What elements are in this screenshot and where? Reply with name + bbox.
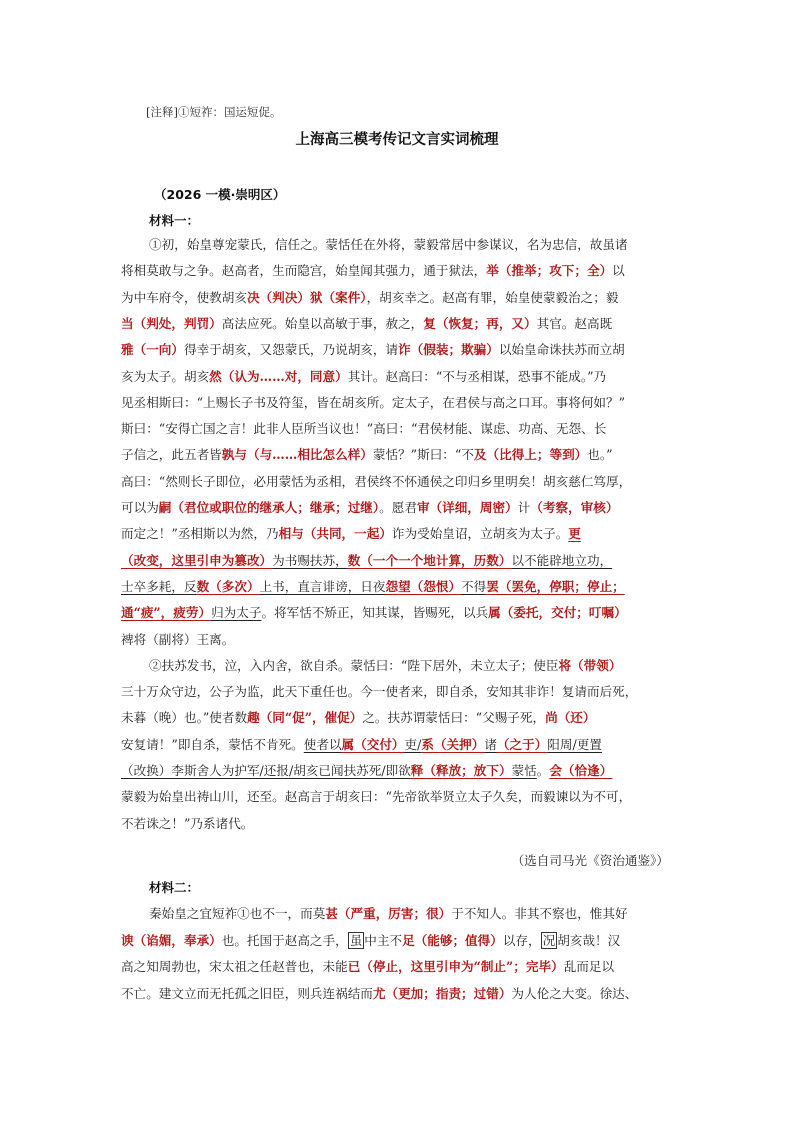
text-segment: 上书，直言诽谤，日夜 — [259, 578, 386, 594]
material2-heading: 材料二： — [149, 880, 200, 895]
annotated-word: 系（关押） — [421, 736, 485, 752]
annotated-word: 谀（谄媚，奉承） — [121, 932, 222, 948]
text-segment: 裨将（副将）王离。 — [121, 631, 235, 647]
text-segment: ，胡亥幸之。赵高有罪，始皇使蒙毅治之；毅 — [366, 289, 619, 305]
text-segment: 得幸于胡亥，又怨蒙氏，乃说胡亥，请 — [183, 342, 399, 358]
material1-text-line — [121, 473, 681, 491]
text-segment: 亥为太子。胡亥 — [121, 368, 210, 384]
text-segment: 蒙恬？”斯曰：“不 — [372, 447, 474, 463]
text-segment: 高之知周勃也，宋太祖之任赵普也，未能 — [121, 959, 348, 975]
annotated-word: 及（比得上；等到） — [473, 447, 588, 463]
material1-text-line — [149, 657, 681, 675]
text-segment: 乱而足以 — [563, 959, 615, 975]
text-segment: 况 — [542, 932, 556, 948]
material1-heading: 材料一： — [149, 213, 200, 228]
text-segment: 不亡。建文立而无托孤之旧臣，则兵连祸结而 — [121, 986, 373, 1002]
text-segment: 以不能辟地立功， — [511, 552, 613, 568]
text-segment: 归为太子 — [211, 605, 262, 621]
annotated-word: （考察，审核） — [530, 500, 619, 515]
annotated-word: （之于） — [496, 736, 548, 752]
text-segment: 中主不 — [364, 932, 403, 948]
text-segment: 虽 — [349, 932, 363, 948]
text-segment: 为书赐扶苏， — [272, 552, 348, 568]
text-segment: 以存， — [502, 932, 541, 948]
text-segment: 。愿君 — [379, 500, 417, 515]
text-segment: 不得 — [461, 578, 487, 594]
annotated-word: 属（交付） — [341, 736, 405, 752]
material2-text-line — [149, 905, 681, 923]
annotated-word: 审（详细，周密） — [416, 500, 518, 515]
annotated-word: 孰与（与……相比怎么样） — [221, 447, 373, 463]
annotated-word: 属（委托，交付；叮嘱） — [488, 605, 627, 621]
text-segment: 为中车府令，使教胡亥 — [121, 289, 247, 305]
text-segment: ①初，始皇尊宠蒙氏，信任之。蒙恬任在外将，蒙毅常居中参谋议，名为忠信，故虽诸 — [149, 237, 628, 252]
text-segment: 安复请！”即自杀，蒙恬不肯死。 — [121, 736, 304, 752]
text-segment: 蒙恬 — [511, 763, 537, 778]
text-segment: 其官。赵高既 — [536, 315, 613, 331]
material1-text-line — [121, 446, 681, 464]
annotated-word: 相与（共同，一起） — [278, 526, 392, 542]
material1-text-line — [121, 552, 681, 570]
annotated-word: 狱（案件） — [309, 289, 367, 305]
annotated-word: 甚（严重，厉害；很） — [325, 906, 452, 921]
material1-text-line — [121, 815, 681, 833]
material1-text-line — [121, 525, 681, 543]
annotated-word: 通“疲”，疲劳） — [121, 605, 212, 621]
annotated-word: 举（推举；攻下；全） — [486, 263, 613, 279]
material1-text-line — [121, 604, 681, 622]
material1-text-line — [121, 736, 681, 754]
annotated-word: 尤（更加；指责；过错） — [372, 986, 512, 1002]
text-segment: 胡亥哉！汉 — [557, 932, 621, 948]
annotated-word: 嗣（君位或职位的继承人；继承；过继） — [158, 500, 380, 515]
annotated-word: （改变，这里引申为篡改） — [121, 552, 273, 568]
material1-text-line — [121, 709, 681, 727]
annotated-word: 雅（一向） — [121, 342, 184, 358]
text-segment: 为人伦之大变。徐达、 — [511, 986, 638, 1002]
text-segment: 之。扶苏谓蒙恬曰：“父赐子死， — [362, 710, 546, 726]
material1-text-line — [121, 683, 681, 701]
material2-text-line — [121, 958, 681, 976]
annotated-word: 当（判处，判罚） — [121, 315, 222, 331]
text-segment: 也。托国于赵高之手， — [221, 932, 348, 948]
text-segment: 使者以 — [303, 736, 342, 752]
text-segment: 高曰：“然则长子即位，必用蒙恬为丞相，君侯终不怀通侯之印归乡里明矣！胡亥慈仁笃厚， — [121, 473, 632, 489]
text-segment: 其计。赵高曰：“不与丞相谋，恐事不能成。”乃 — [347, 368, 607, 384]
text-segment: 以始皇命诛扶苏而立胡 — [498, 342, 625, 358]
material1-text-line — [121, 341, 681, 359]
material1-text-line — [121, 788, 681, 806]
material1-text-line — [121, 762, 681, 780]
annotated-word: 决（判决） — [246, 289, 310, 305]
text-segment: 吏/ — [404, 736, 422, 752]
text-segment: 子信之，此五者皆 — [121, 447, 222, 463]
material1-text-line — [149, 236, 681, 254]
material1-source: （选自司马光《资治通鉴》） — [511, 853, 669, 868]
annotated-word: 趣（同“促”，催促） — [247, 710, 363, 726]
material2-text-line — [121, 985, 681, 1003]
annotated-word: 罢（罢免，停职；停止； — [486, 578, 625, 594]
text-segment: 。 — [536, 763, 550, 778]
annotated-word: 足（能够；值得） — [402, 932, 503, 948]
text-segment: 诸 — [484, 736, 497, 752]
text-segment: 士卒多耗，反 — [121, 578, 197, 594]
annotated-word: 已（停止，这里引申为“制止”；完毕） — [347, 959, 564, 975]
material1-text-line — [121, 631, 681, 649]
text-segment: 以 — [612, 263, 625, 279]
material1-text-line — [121, 289, 681, 307]
annotated-word: 数（一个一个地计算，历数） — [347, 552, 512, 568]
text-segment: （改换）李斯舍人为护军/还报/胡亥已闻扶苏死/即欲 — [121, 763, 411, 778]
material2-text-line — [121, 932, 681, 950]
text-segment: 计 — [517, 500, 531, 515]
annotated-word: 然（认为……对，同意） — [209, 368, 348, 384]
page-title: 上海高三模考传记文言实词梳理 — [295, 132, 499, 148]
material1-text-line — [121, 499, 681, 517]
annotated-word: 复（恢复；再，又） — [423, 315, 537, 331]
text-segment: 阳周/更置 — [547, 736, 602, 752]
text-segment: 三十万众守边，公子为监，此天下重任也。今一使者来，即自杀，安知其非诈！复请而后死， — [121, 684, 638, 700]
annotated-word: 数（多次） — [196, 578, 260, 594]
text-segment: 可以为 — [121, 500, 159, 515]
material1-text-line — [121, 394, 681, 412]
text-segment: 。将军恬不矫正，知其谋，皆赐死，以兵 — [261, 605, 489, 621]
text-segment: 而定之！”丞相斯以为然，乃 — [121, 526, 279, 542]
text-segment: 见丞相斯曰：“上赐长子书及符玺，皆在胡亥所。定太子，在君侯与高之口耳。事将何如？” — [121, 394, 626, 410]
annotated-word: 怨望（怨恨） — [385, 578, 462, 594]
section-label: （2026 一模·崇明区） — [154, 187, 286, 202]
text-segment: 也。” — [587, 447, 613, 463]
material1-text-line — [121, 262, 681, 280]
annotated-word: 尚（还） — [545, 710, 596, 726]
text-segment: 将相莫敢与之争。赵高者，生而隐宫，始皇闻其强力，通于狱法， — [121, 263, 487, 279]
material1-text-line — [121, 578, 681, 596]
text-segment: 未暮（晚）也。”使者数 — [121, 710, 248, 726]
annotated-word: 更 — [568, 526, 581, 542]
text-segment: ②扶苏发书，泣，入内舍，欲自杀。蒙恬曰：“陛下居外，未立太子；使臣 — [149, 657, 559, 673]
text-segment: 不若诛之！”乃系诸代。 — [121, 815, 254, 831]
annotated-word: 会（恰逢） — [549, 763, 613, 778]
material1-text-line — [121, 420, 681, 438]
text-segment: 诈为受始皇诏，立胡亥为太子。 — [391, 526, 569, 542]
annotated-word: 诈（假装；欺骗） — [398, 342, 499, 358]
text-segment: 蒙毅为始皇出祷山川，还至。赵高言于胡亥曰：“先帝欲举贤立太子久矣，而毅谏以为不可， — [121, 789, 632, 805]
annotated-word: 将（带领） — [558, 657, 622, 673]
text-segment: 于不知人。非其不察也，惟其好 — [451, 906, 628, 921]
annotation-note: [注释]①短祚：国运短促。 — [146, 105, 282, 119]
annotated-word: 释（释放；放下） — [410, 763, 512, 778]
material1-text-line — [121, 315, 681, 333]
material1-text-line — [121, 368, 681, 386]
text-segment: 斯曰：“安得亡国之言！此非人臣所当议也！”高曰：“君侯材能、谋虑、功高、无怨、长 — [121, 421, 607, 437]
text-segment: 秦始皇之宜短祚①也不一，而莫 — [149, 906, 326, 921]
text-segment: 高法应死。始皇以高敏于事，赦之， — [221, 315, 424, 331]
